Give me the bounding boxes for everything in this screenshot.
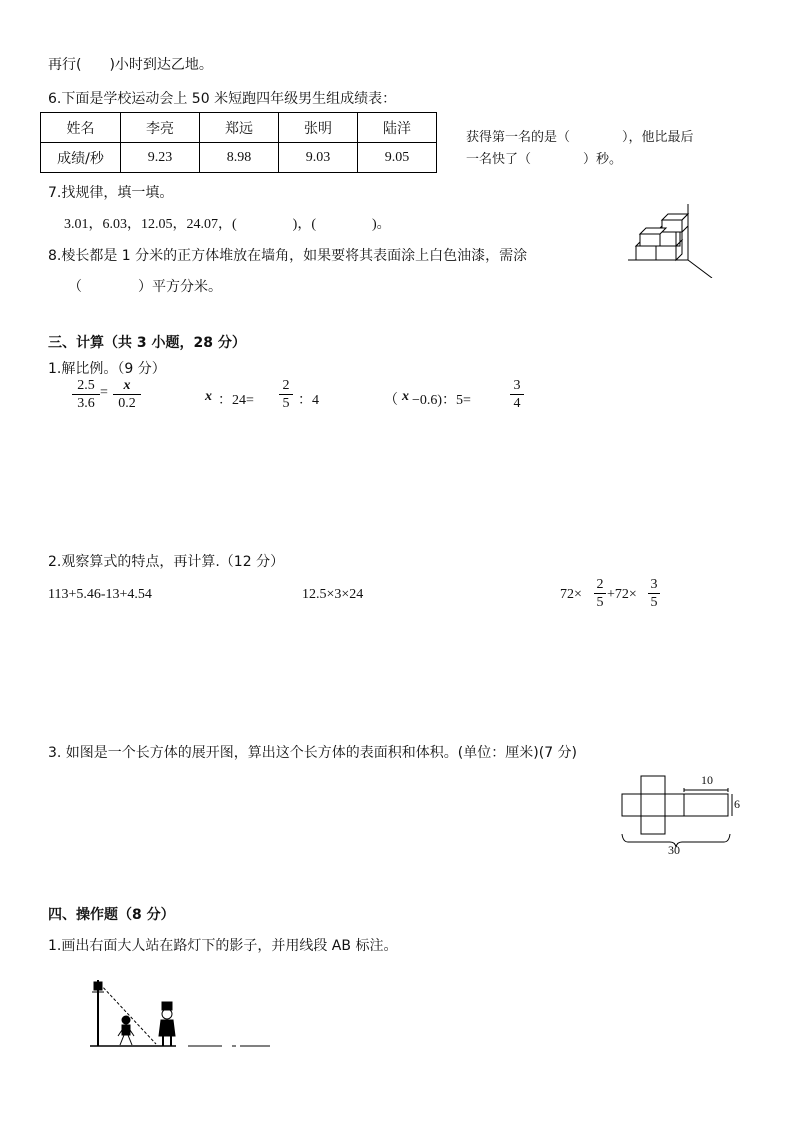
equals-sign: = bbox=[100, 385, 108, 400]
numerator: 2 bbox=[594, 577, 606, 594]
eq3-open: （ bbox=[384, 393, 398, 408]
table-cell: 9.23 bbox=[121, 143, 200, 173]
expr-2: 12.5×3×24 bbox=[302, 587, 364, 602]
q7-sequence: 3.01，6.03，12.05，24.07，( )，( )。 bbox=[64, 217, 391, 232]
table-cell: 张明 bbox=[279, 113, 358, 143]
q6-intro: 6.下面是学校运动会上 50 米短跑四年级男生组成绩表： bbox=[48, 91, 397, 107]
table-cell: 郑远 bbox=[200, 113, 279, 143]
var-x: x bbox=[402, 389, 409, 404]
fraction-x-over-0.2 bbox=[113, 378, 141, 413]
q7-title: 7.找规律，填一填。 bbox=[48, 185, 174, 201]
fraction-2-over-5 bbox=[594, 577, 606, 612]
expr-3-part-a: 72× bbox=[560, 587, 582, 602]
numerator: 3 bbox=[648, 577, 660, 594]
table-row bbox=[41, 143, 437, 173]
numerator: 2 bbox=[279, 378, 293, 395]
section3-title: 三、计算（共 3 小题，28 分） bbox=[48, 335, 246, 351]
q5-tail-text: 再行( )小时到达乙地。 bbox=[48, 57, 213, 73]
q8-line2: （ ）平方分米。 bbox=[68, 279, 222, 295]
eq2-mid: ：24= bbox=[218, 393, 254, 408]
denominator: 4 bbox=[513, 396, 521, 411]
q6-answer-line1: 获得第一名的是（ ），他比最后 bbox=[466, 130, 694, 145]
s3-p2-title: 2.观察算式的特点，再计算.（12 分） bbox=[48, 554, 285, 570]
denominator: 5 bbox=[596, 595, 604, 610]
numerator: x bbox=[113, 378, 141, 395]
street-lamp-figure bbox=[86, 970, 276, 1052]
denominator: 0.2 bbox=[118, 396, 136, 411]
q6-answer-line2: 一名快了（ ）秒。 bbox=[466, 152, 623, 167]
fraction-3-over-5 bbox=[648, 577, 660, 612]
table-cell: 李亮 bbox=[121, 113, 200, 143]
fraction-2.5-over-3.6 bbox=[72, 378, 100, 413]
expr-3-part-b: +72× bbox=[607, 587, 637, 602]
stacked-cubes-figure bbox=[626, 202, 716, 278]
denominator: 3.6 bbox=[77, 396, 95, 411]
denominator: 5 bbox=[650, 595, 658, 610]
table-cell: 8.98 bbox=[200, 143, 279, 173]
expr-1: 113+5.46-13+4.54 bbox=[48, 587, 152, 602]
fraction-2-over-5 bbox=[279, 378, 293, 413]
s4-q1: 1.画出右面大人站在路灯下的影子，并用线段 AB 标注。 bbox=[48, 938, 398, 954]
table-cell: 9.03 bbox=[279, 143, 358, 173]
eq3-mid: −0.6)：5= bbox=[412, 393, 471, 408]
numerator: 2.5 bbox=[72, 378, 100, 395]
table-cell: 9.05 bbox=[358, 143, 437, 173]
table-cell: 成绩/秒 bbox=[41, 143, 121, 173]
section4-title: 四、操作题（8 分） bbox=[48, 907, 175, 923]
cuboid-net-figure bbox=[618, 772, 758, 858]
numerator: 3 bbox=[510, 378, 524, 395]
s3-p1-title: 1.解比例。（9 分） bbox=[48, 361, 166, 377]
net-dim-bottom: 30 bbox=[668, 843, 680, 857]
fraction-3-over-4 bbox=[510, 378, 524, 413]
net-dim-right: 6 bbox=[734, 797, 740, 811]
eq2-tail: ：4 bbox=[298, 393, 319, 408]
q8-line1: 8.棱长都是 1 分米的正方体堆放在墙角，如果要将其表面涂上白色油漆，需涂 bbox=[48, 248, 528, 264]
denominator: 5 bbox=[282, 396, 290, 411]
s3-p3-title: 3. 如图是一个长方体的展开图，算出这个长方体的表面积和体积。(单位：厘米)(7 分) bbox=[48, 745, 578, 761]
net-dim-top: 10 bbox=[701, 773, 713, 787]
table-cell: 陆洋 bbox=[358, 113, 437, 143]
table-row bbox=[41, 113, 437, 143]
table-cell: 姓名 bbox=[41, 113, 121, 143]
score-table bbox=[40, 112, 437, 173]
var-x: x bbox=[205, 389, 212, 404]
